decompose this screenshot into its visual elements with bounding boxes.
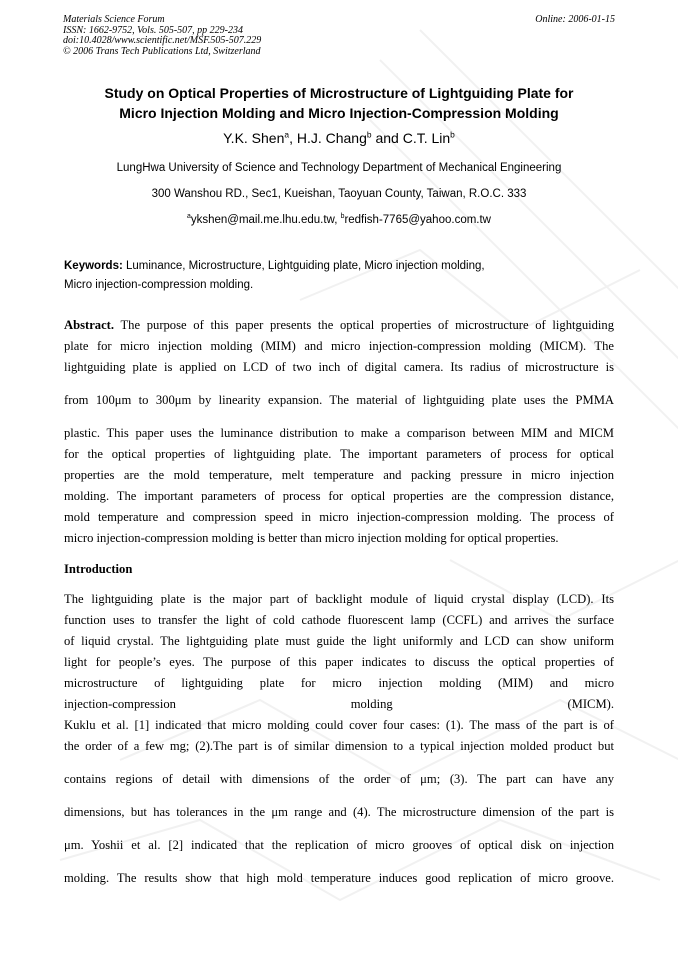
- abstract-line: plastic. This paper uses the luminance distribution to make a comparison between MIM and MICM: [64, 426, 614, 440]
- affiliation-address: 300 Wanshou RD., Sec1, Kueishan, Taoyuan County, Taiwan, R.O.C. 333: [151, 188, 527, 200]
- abstract-line: plate for micro injection molding (MIM) and micro injection-compression molding (MICM). The: [64, 339, 614, 353]
- intro-line: The lightguiding plate is the major part of backlight module of liquid crystal display (LCD). Its: [64, 592, 614, 606]
- journal-name: Materials Science Forum: [63, 14, 165, 25]
- abstract-label: Abstract.: [64, 318, 115, 332]
- keywords-text: Micro injection-compression molding.: [64, 279, 254, 291]
- online-date: Online: 2006-01-15: [535, 14, 615, 25]
- intro-line: molding. The results show that high mold temperature induces good replication of micro groove.: [64, 871, 614, 885]
- intro-line: μm. Yoshii et al. [2] indicated that the replication of micro grooves of optical disk on injection: [64, 838, 614, 852]
- author-separator: and: [371, 130, 403, 146]
- email-separator: ,: [334, 214, 341, 226]
- author-list: [40, 129, 638, 147]
- author-name: C.T. Lin: [402, 130, 451, 146]
- paper-title: [40, 83, 638, 123]
- intro-line: of liquid crystal. The lightguiding plate must guide the light uniformly and LCD can show uniform: [64, 634, 614, 648]
- email-mark: a: [187, 213, 191, 221]
- intro-line: function uses to transfer the light of cold cathode fluorescent lamp (CCFL) and arrives the surface: [64, 613, 614, 627]
- abstract-line: for the optical properties of lightguiding plate. The important parameters of process for optical: [64, 447, 614, 461]
- abstract-line: molding. The important parameters of process for optical properties are the compression distance,: [64, 489, 614, 503]
- intro-line: contains regions of detail with dimensions of the order of μm; (3). The part can have any: [64, 772, 614, 786]
- abstract-line: properties are the mold temperature, melt temperature and packing pressure in micro injection: [64, 468, 614, 482]
- title-line: Study on Optical Properties of Microstructure of Lightguiding Plate for: [104, 85, 574, 101]
- abstract-line: lightguiding plate is applied on LCD of two inch of digital camera. Its radius of microstructure is: [64, 360, 614, 374]
- title-line: Micro Injection Molding and Micro Injection-Compression Molding: [119, 105, 559, 121]
- journal-issn: ISSN: 1662-9752, Vols. 505-507, pp 229-234: [63, 24, 243, 36]
- journal-copyright: © 2006 Trans Tech Publications Ltd, Switzerland: [63, 45, 261, 57]
- intro-line: dimensions, but has tolerances in the μm range and (4). The microstructure dimension of the part is: [64, 805, 614, 819]
- intro-line: light for people’s eyes. The purpose of this paper indicates to discuss the optical properties of: [64, 655, 614, 669]
- affiliation-institution: LungHwa University of Science and Technology Department of Mechanical Engineering: [116, 162, 562, 174]
- abstract: [64, 315, 614, 549]
- intro-line: Kuklu et al. [1] indicated that micro molding could cover four cases: (1). The mass of the part is of: [64, 718, 614, 732]
- intro-line: microstructure of lightguiding plate for micro injection molding (MIM) and micro: [64, 676, 614, 690]
- section-heading-introduction: Introduction: [64, 562, 133, 576]
- author-name: H.J. Chang: [296, 130, 367, 146]
- author-affiliation-mark: a: [284, 129, 290, 140]
- abstract-line: from 100μm to 300μm by linearity expansion. The material of lightguiding plate uses the PMMA: [64, 393, 614, 407]
- intro-line: the order of a few mg; (2).The part is of similar dimension to a typical injection molded product but: [64, 739, 614, 753]
- email-mark: b: [340, 213, 345, 221]
- keywords-text: Luminance, Microstructure, Lightguiding plate, Micro injection molding,: [126, 260, 485, 272]
- intro-line: injection-compression molding (MICM).: [64, 697, 614, 711]
- email-address: ykshen@mail.me.lhu.edu.tw: [190, 214, 335, 226]
- author-name: Y.K. Shen: [223, 130, 285, 146]
- author-emails: [40, 213, 638, 227]
- keywords-label: Keywords:: [64, 260, 123, 272]
- author-affiliation-mark: b: [366, 129, 372, 140]
- email-address: redfish-7765@yahoo.com.tw: [344, 214, 491, 226]
- author-affiliation-mark: b: [450, 129, 455, 140]
- author-separator: ,: [289, 130, 297, 146]
- journal-doi: doi:10.4028/www.scientific.net/MSF.505-507.229: [63, 35, 262, 46]
- journal-header: [63, 15, 261, 57]
- abstract-line: mold temperature and compression speed in micro injection-compression molding. The process of: [64, 510, 614, 524]
- abstract-line: micro injection-compression molding is better than micro injection molding for optical properties.: [64, 531, 559, 545]
- introduction-body: [64, 589, 614, 889]
- keywords: [64, 257, 624, 295]
- abstract-line: The purpose of this paper presents the optical properties of microstructure of lightguiding: [120, 318, 614, 332]
